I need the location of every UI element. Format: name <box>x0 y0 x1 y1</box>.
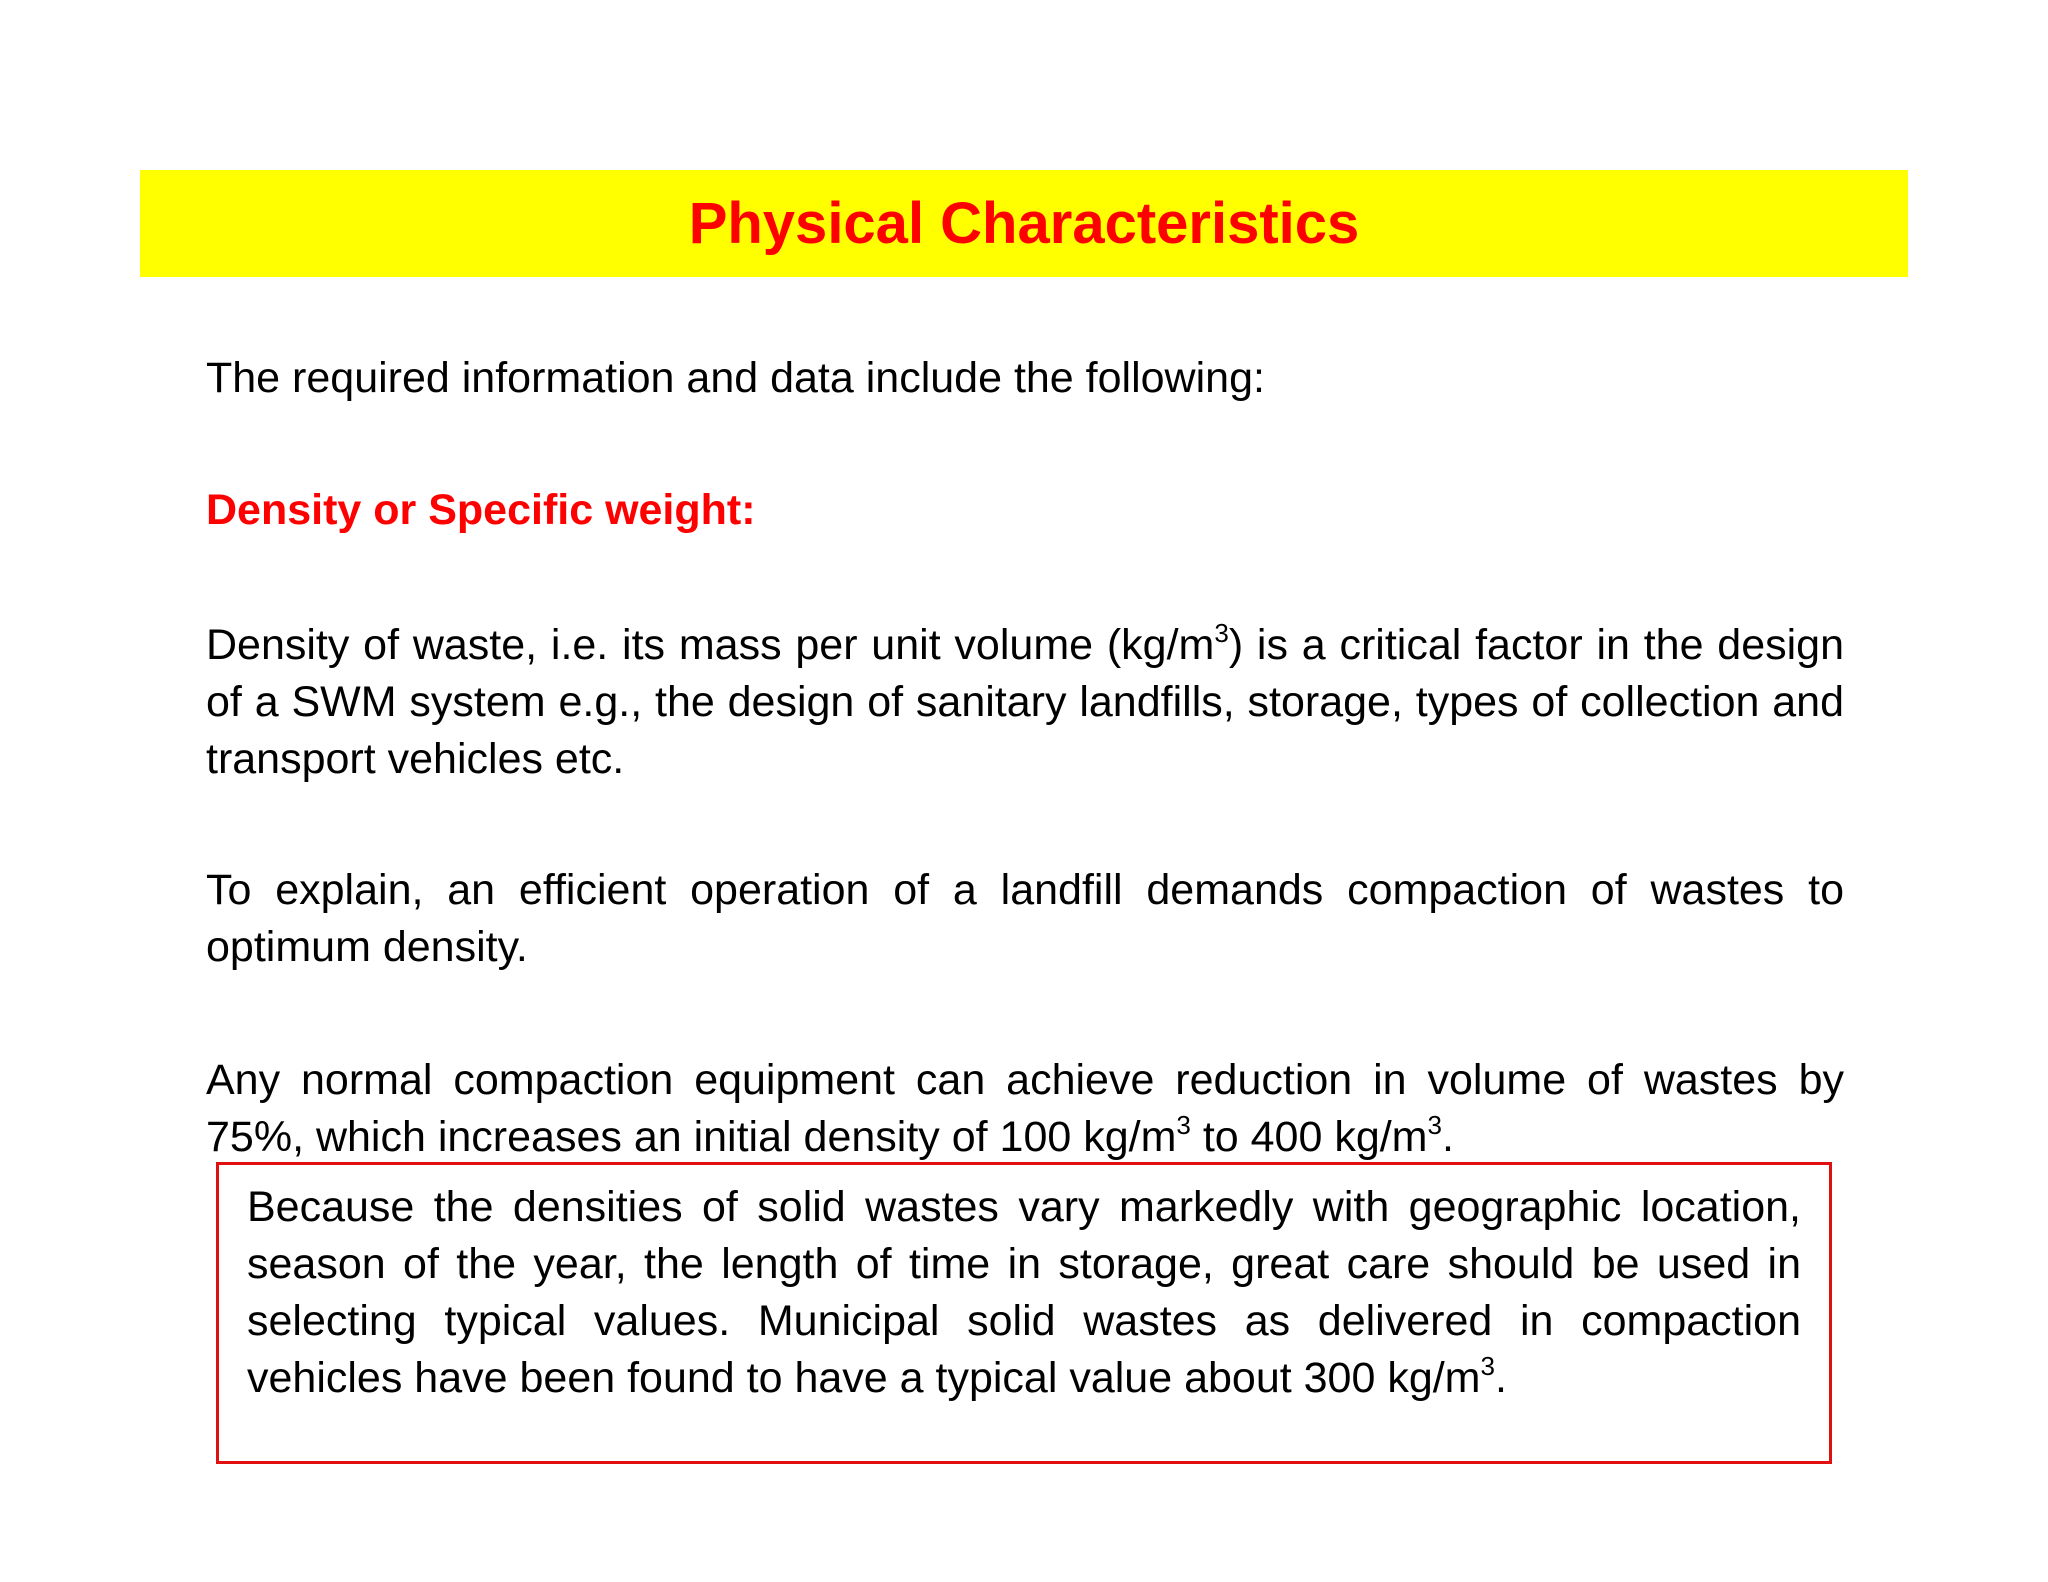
highlighted-note-text <box>247 1179 1801 1407</box>
landfill-compaction-paragraph: To explain, an efficient operation of a landfill demands compaction of wastes to optimum density. <box>206 866 1844 971</box>
paragraph1-text-start: Density of waste, i.e. its mass per unit volume (kg/m <box>206 621 1215 669</box>
note-text: Because the densities of solid wastes vary markedly with geographic location, season of the year, the length of time in storage, great care should be used in selecting typical values. Municipal solid wastes as delivered in compaction vehicles have been found to have a typical value about 300 kg/m <box>247 1183 1801 1402</box>
paragraph3-superscript-2: 3 <box>1427 1110 1442 1140</box>
intro-text: The required information and data include the following: <box>206 354 1265 402</box>
note-superscript: 3 <box>1480 1351 1495 1381</box>
paragraph1-text-end: ) is a critical factor in the design of a SWM system e.g., the design of sanitary landfills, storage, types of collection and transport vehicles etc. <box>206 621 1844 783</box>
compaction-equipment-paragraph <box>206 1052 1844 1166</box>
paragraph1-superscript: 3 <box>1214 618 1229 648</box>
paragraph3-part3: . <box>1441 1113 1454 1161</box>
paragraph3-part1: Any normal compaction equipment can achieve reduction in volume of wastes by 75%, which increases an initial density of 100 kg/m <box>206 1056 1844 1161</box>
paragraph3-part2: to 400 kg/m <box>1190 1113 1428 1161</box>
page-title: Physical Characteristics <box>688 191 1360 256</box>
density-definition-paragraph <box>206 617 1844 788</box>
section-subheading: Density or Specific weight: <box>206 486 756 534</box>
note-end: . <box>1494 1354 1507 1402</box>
highlighted-note-box <box>216 1162 1832 1464</box>
title-banner <box>140 170 1908 277</box>
paragraph3-superscript-1: 3 <box>1176 1110 1191 1140</box>
